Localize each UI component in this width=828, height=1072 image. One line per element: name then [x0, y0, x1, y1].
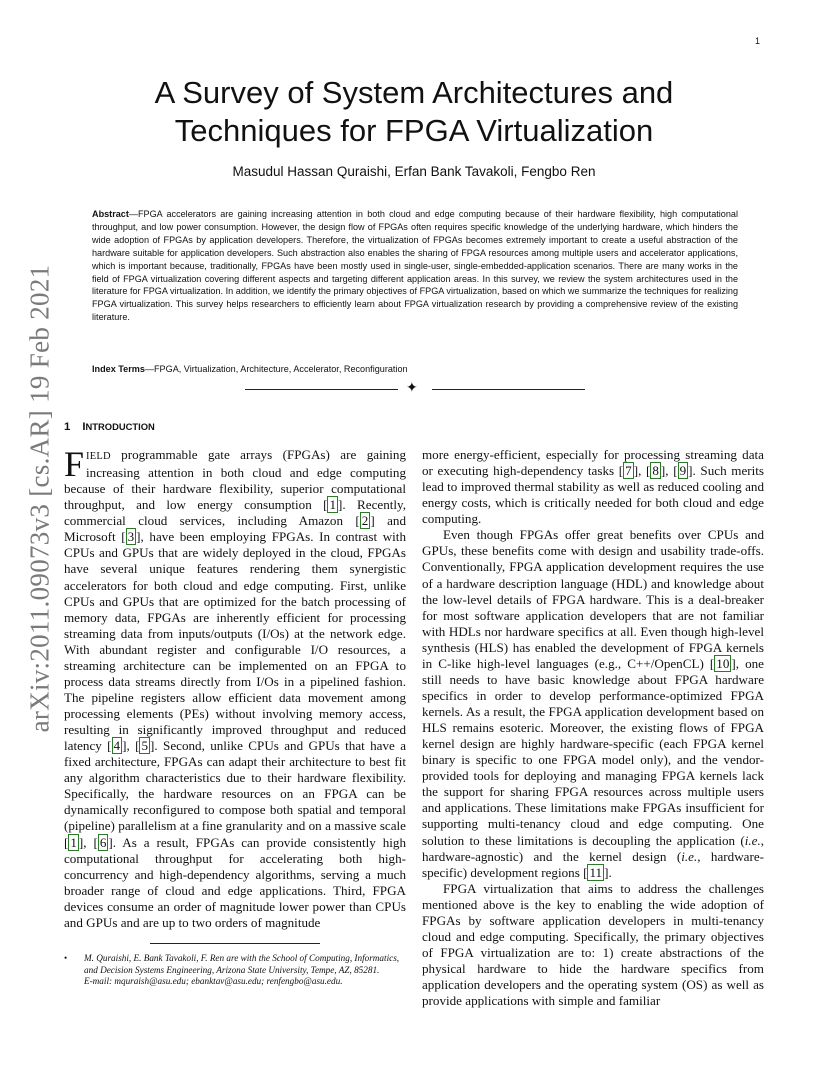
- citation-ref[interactable]: 8: [652, 463, 659, 479]
- divider-ornament-icon: ✦: [406, 380, 418, 396]
- citation-ref[interactable]: 9: [679, 463, 687, 479]
- text-run: more energy-efficient, especially for processing streaming data or executing high-dependency tasks: [422, 447, 764, 479]
- footnote-bullet-icon: •: [64, 953, 68, 963]
- footnote-emails: E-mail: mquraish@asu.edu; ebanktav@asu.edu; renfengbo@asu.edu.: [84, 976, 343, 987]
- arxiv-stamp: [20, 264, 60, 732]
- citation-ref[interactable]: 3: [127, 529, 135, 545]
- citation-link[interactable]: [ 4 ]: [107, 738, 127, 754]
- citation-ref[interactable]: 2: [361, 513, 369, 529]
- citation-ref[interactable]: 7: [625, 463, 632, 479]
- citation-link[interactable]: [ 1 ]: [64, 834, 84, 850]
- citation-link[interactable]: [ 7 ]: [618, 463, 639, 479]
- citation-ref[interactable]: 1: [70, 834, 77, 850]
- text-run: . Second, unlike CPUs and GPUs that have a fixed architecture, FPGAs can adapt their architecture to best fit any algorithm characteristics due to their hardware flexibility. Specifically, the hardware resources on an FPGA can be dynamically reconfigured to compose both spatial and temporal (pipeline) parallelism at a fine granularity and on a massive scale: [64, 738, 406, 834]
- abstract-label: Abstract: [92, 209, 129, 219]
- drop-cap: F: [64, 447, 85, 484]
- citation-ref[interactable]: 10: [716, 655, 730, 671]
- text-run: programmable gate arrays (FPGAs) are gaining increasing attention in both cloud and edge computing because of their hardware flexibility, superior computational throughput, and low energy consumption: [64, 447, 406, 513]
- intro-paragraph-1-continued: [422, 447, 764, 527]
- citation-ref[interactable]: 11: [589, 864, 603, 880]
- section-title-initial: I: [82, 421, 86, 433]
- citation-link[interactable]: [ 3 ]: [121, 529, 141, 545]
- right-column: [422, 447, 764, 1013]
- author-list: Masudul Hassan Quraishi, Erfan Bank Tavakoli, Fengbo Ren: [232, 164, 596, 179]
- lead-smallcaps: IELD: [86, 451, 111, 462]
- index-terms-text: —FPGA, Virtualization, Architecture, Accelerator, Reconfiguration: [144, 364, 408, 374]
- citation-link[interactable]: [ 9 ]: [673, 463, 693, 479]
- text-run: , have been employing FPGAs. In contrast with CPUs and GPUs that are widely deployed in the cloud, FPGAs have several unique features rendering them synergistic accelerators for both cloud and edge computing. First, unlike CPUs and GPUs that are optimized for the batch processing of memory data, FPGAs are inherently efficient for processing streaming data from inputs/outputs (I/Os) at the network edge. With abundant register and configurable I/O resources, a streaming architecture can be implemented on an FPGA to process data streams directly from I/Os in a pipelined fashion. The pipeline registers allow efficient data movement among processing elements (PEs) without involving memory access, resulting in significantly improved throughput and reduced latency: [64, 529, 406, 754]
- paper-title: [90, 74, 738, 150]
- citation-link[interactable]: [ 6 ]: [93, 834, 113, 850]
- citation-ref[interactable]: 1: [329, 497, 337, 513]
- divider-line-left: [245, 389, 398, 390]
- author-affiliation-footnote: [64, 953, 406, 988]
- paper-title-line-1: A Survey of System Architectures and: [154, 75, 674, 110]
- paper-title-line-2: Techniques for FPGA Virtualization: [174, 113, 654, 148]
- abstract: [92, 208, 738, 324]
- text-run: ,: [665, 463, 674, 479]
- text-run: ,: [638, 463, 646, 479]
- arxiv-identifier: arXiv:2011.09073v3 [cs.AR] 19 Feb 2021: [24, 264, 55, 732]
- section-heading-introduction: [64, 421, 155, 433]
- italic-abbrev: i.e.: [744, 832, 761, 848]
- footnote-affiliation: M. Quraishi, E. Bank Tavakoli, F. Ren are with the School of Computing, Informatics, and Decision Systems Engineering, Arizona State University, Tempe, AZ, 85281.: [84, 953, 400, 975]
- intro-paragraph-2: [422, 527, 764, 880]
- section-title-rest: NTRODUCTION: [85, 421, 155, 432]
- footnote-rule: [150, 943, 320, 944]
- citation-link[interactable]: [ 2 ]: [355, 513, 375, 529]
- citation-link[interactable]: [ 11 ]: [583, 864, 609, 880]
- citation-ref[interactable]: 5: [141, 738, 149, 754]
- page-number: 1: [755, 36, 761, 46]
- index-terms: [92, 363, 738, 376]
- citation-link[interactable]: [ 1 ]: [323, 497, 343, 513]
- index-terms-label: Index Terms: [92, 364, 145, 374]
- citation-ref[interactable]: 4: [113, 738, 121, 754]
- text-run: . As a result, FPGAs can provide consistently high computational throughput for accelerating both high-concurrency and high-dependency algorithms, serving a much broader range of cloud and edge applications. Third, FPGA devices consume an order of magnitude lower power than CPUs and GPUs and are up to two orders of magnitude: [64, 834, 406, 930]
- citation-link[interactable]: [ 10 ]: [709, 655, 736, 671]
- text-run: Even though FPGAs offer great benefits over CPUs and GPUs, these benefits come with design and usability trade-offs. Conventionally, FPGA application development requires the use of a hardware description language (HDL) and knowledge about the low-level details of FPGA hardware. This is a deal-breaker for most software application developers that are not familiar with HDLs nor hardware specifics at all. Even though high-level synthesis (HLS) has enabled the development of FPGA kernels in C-like high-level languages (e.g., C++/OpenCL): [422, 527, 764, 671]
- italic-abbrev: i.e.: [681, 848, 698, 864]
- text-run: , one still needs to have basic knowledge about FPGA hardware specifics in order to develop performance-optimized FPGA kernels. As a result, the FPGA application development based on HLS remains esoteric. Moreover, the existing flows of FPGA kernel design are highly hardware-specific (each FPGA kernel binary is specific to one FPGA model only), and the vendor-provided tools for deploying and managing FPGA kernels lack the support for sharing FPGA resources across multiple users and applications. These limitations make FPGAs insufficient for supporting multi-tenancy cloud and edge computing. One solution to these limitations is decoupling the application (: [422, 655, 764, 848]
- intro-paragraph-3: FPGA virtualization that aims to address the challenges mentioned above is the key to enabling the wide adoption of FPGAs by software application developers in multi-tenancy cloud and edge computing. Specifically, the primary objectives of FPGA virtualization are to: 1) create abstractions of the physical hardware to hide the hardware specifics from application developers and the operating system (OS) as well as provide applications with simple and familiar: [422, 880, 764, 1009]
- citation-link[interactable]: [ 5 ]: [135, 738, 155, 754]
- citation-ref[interactable]: 6: [99, 834, 107, 850]
- text-run: , hardware-specific) development regions: [422, 848, 764, 880]
- text-run: and Microsoft: [64, 513, 406, 545]
- text-run: .: [608, 864, 612, 880]
- divider-line-right: [432, 389, 585, 390]
- text-run: , hardware-agnostic) and the kernel design (: [422, 832, 764, 864]
- text-run: ,: [83, 834, 94, 850]
- text-run: ,: [126, 738, 136, 754]
- left-column: [64, 447, 406, 943]
- citation-link[interactable]: [ 8 ]: [645, 463, 666, 479]
- abstract-text: —FPGA accelerators are gaining increasing attention in both cloud and edge computing because of their hardware flexibility, high computational throughput, and low power consumption. However, the design flow of FPGAs often requires specific knowledge of the underlying hardware, which hinders the wide adoption of FPGAs by application developers. Therefore, the virtualization of FPGAs becomes extremely important to create a useful abstraction of the hardware suitable for application developers. Such abstraction also enables the sharing of FPGA resources among multiple users and accelerator applications, which is important because, traditionally, FPGAs have been mostly used in single-user, single-embedded-application scenarios. There are many works in the field of FPGA virtualization covering different aspects and targeting different application areas. In this survey, we review the system architectures used in the literature for FPGA virtualization. In addition, we identify the primary objectives of FPGA virtualization, based on which we summarize the techniques for realizing FPGA virtualization. This survey helps researchers to efficiently learn about FPGA virtualization research by providing a comprehensive review of the existing literature.: [92, 209, 738, 323]
- intro-paragraph-1: [64, 447, 406, 931]
- section-number: 1: [64, 421, 71, 433]
- text-run: . Recently, commercial cloud services, including Amazon: [64, 497, 406, 529]
- section-divider: [245, 382, 585, 396]
- text-run: . Such merits lead to improved thermal stability as well as reduced cooling and energy costs, which is critically needed for both cloud and edge computing.: [422, 463, 764, 527]
